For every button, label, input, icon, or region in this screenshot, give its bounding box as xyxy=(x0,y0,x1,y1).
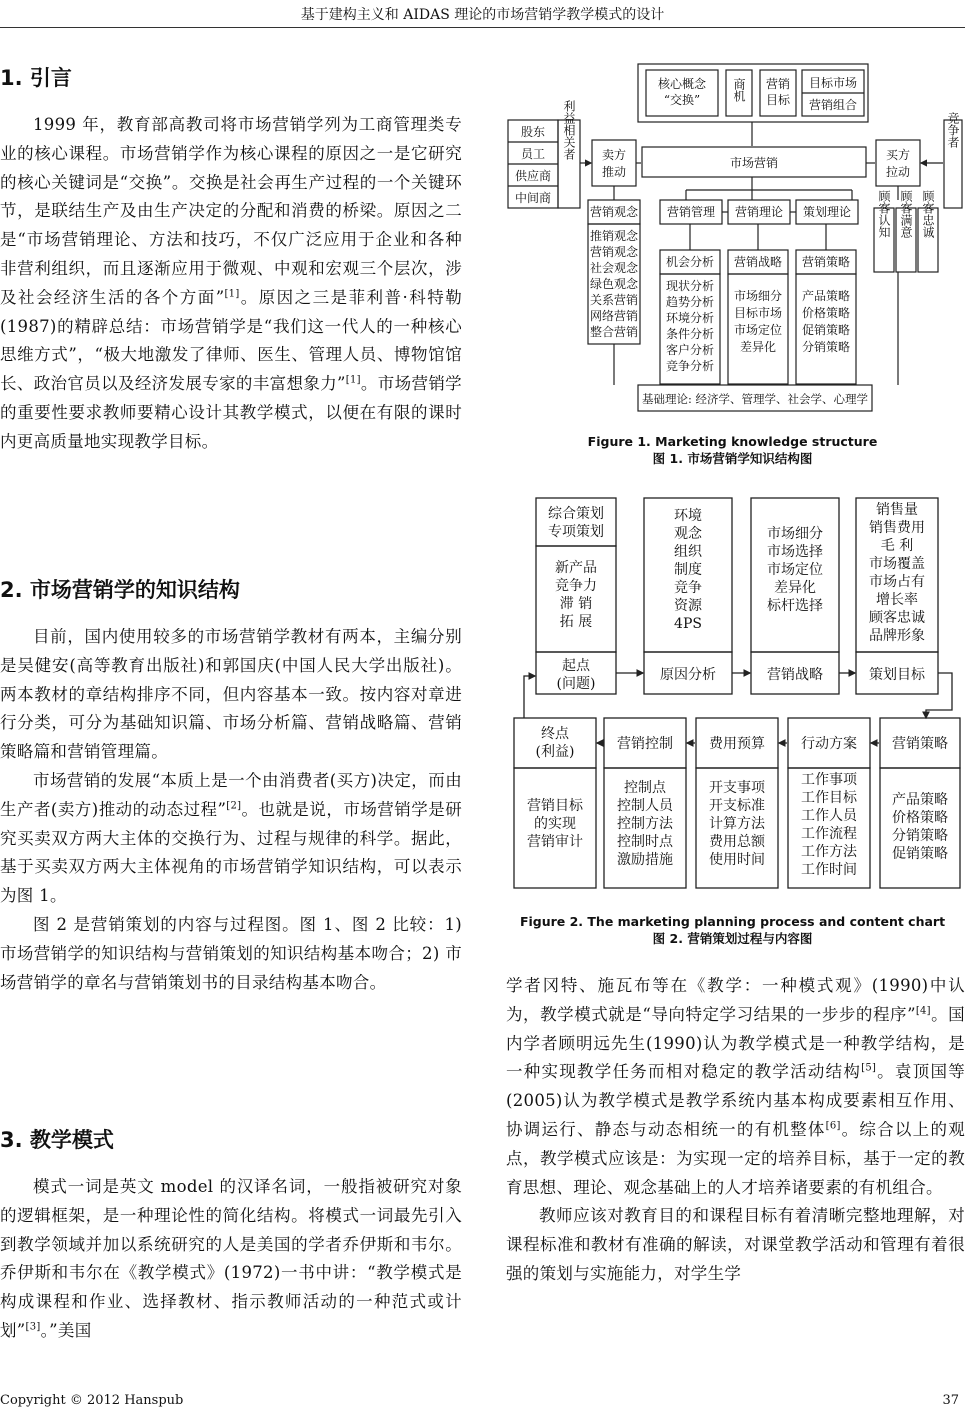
paragraph-comparison: 图 2 是营销策划的内容与过程图。图 1、图 2 比较：1) 市场营销学的知识结构与营销策划的知识结构基本吻合；2) 市场营销学的章名与营销策划书的目录结构基本吻合。 xyxy=(0,914,462,992)
paragraph-textbooks: 目前，国内使用较多的市场营销学教材有两本，主编分别是吴健安(高等教育出版社)和郭国庆(中国人民大学出版社)。两本教材的章结构排序不同，但内容基本一致。按内容对章进行分类，可分为基础知识篇、市场分析篇、营销战略篇、营销策略篇和营销管理篇。 xyxy=(0,627,462,762)
strategy-item: 差异化 xyxy=(739,340,777,354)
cause-item: 资源 xyxy=(674,598,702,614)
citation: [5] xyxy=(861,1062,877,1074)
citation: [4] xyxy=(915,1005,931,1017)
paragraph-teacher: 教师应该对教育目的和课程目标有着清晰完整地理解，对课程标准和教材有准确的解读，对课堂教学活动和管理有着很强的策划与实施能力，对学生学 xyxy=(506,1206,965,1283)
control-item: 控制人员 xyxy=(617,798,673,814)
seller-push-box xyxy=(592,140,636,186)
citation: [1] xyxy=(224,288,240,300)
planning-goal-label: 策划目标 xyxy=(869,667,925,683)
analysis-item: 竞争分析 xyxy=(665,359,715,373)
strategy-item: 市场选择 xyxy=(767,544,823,560)
cause-item: 组织 xyxy=(674,544,702,560)
marketing-mix-label: 营销组合 xyxy=(808,98,858,112)
employee-label: 员工 xyxy=(520,147,546,161)
concept-item: 社会观念 xyxy=(589,261,639,275)
planning-theory-label: 策划理论 xyxy=(802,205,852,219)
citation: [1] xyxy=(345,374,361,386)
goal-item: 市场覆盖 xyxy=(869,556,925,572)
strategy-item: 市场定位 xyxy=(767,562,823,578)
cause-item: 竞争 xyxy=(674,580,702,596)
analysis-item: 趋势分析 xyxy=(665,295,715,309)
budget-item: 使用时间 xyxy=(709,852,765,868)
section-heading-knowledge: 2. 市场营销学的知识结构 xyxy=(0,578,240,602)
goal-item: 品牌形象 xyxy=(869,628,925,644)
concept-item: 关系营销 xyxy=(589,293,639,307)
buyer-label: 买方 xyxy=(885,148,911,162)
goal-item: 销售量 xyxy=(876,502,918,518)
analysis-item: 条件分析 xyxy=(665,327,715,341)
running-header: 基于建构主义和 AIDAS 理论的市场营销学教学模式的设计 xyxy=(300,7,665,23)
goal-item: 顾客忠诚 xyxy=(869,610,925,626)
customer-loyalty-label: 顾客忠诚 xyxy=(921,190,935,238)
problem-item: 拓 展 xyxy=(559,614,593,630)
concept-item: 营销观念 xyxy=(589,245,639,259)
analysis-item: 客户分析 xyxy=(665,343,715,357)
analysis-item: 现状分析 xyxy=(665,279,715,293)
figure-2-diagram xyxy=(506,492,965,902)
citation: [6] xyxy=(825,1120,841,1132)
push-label: 推动 xyxy=(601,165,627,179)
supplier-label: 供应商 xyxy=(514,169,552,183)
shareholder-label: 股东 xyxy=(520,125,546,139)
opportunity-label: 商机 xyxy=(732,78,746,102)
control-item: 控制点 xyxy=(624,780,666,796)
concept-item: 推销观念 xyxy=(589,229,639,243)
cause-analysis-label: 原因分析 xyxy=(660,667,716,683)
pull-label: 拉动 xyxy=(885,165,911,179)
figure-2-caption-en: Figure 2. The marketing planning process and content chart xyxy=(519,914,946,929)
goal-item: 销售费用 xyxy=(869,520,925,536)
paragraph-development-b: 。也就是说，市场营销学是研究买卖双方两大主体的交换行为、过程与规律的科学。据此，基于买卖双方两大主体视角的市场营销学知识结构，可以表示为图 1。 xyxy=(0,799,462,906)
budget-item: 开支事项 xyxy=(709,780,765,796)
intermediary-label: 中间商 xyxy=(514,191,552,205)
core-concept-quote: “交换” xyxy=(663,93,701,107)
paragraph-model-b: 。”美国 xyxy=(40,1320,92,1340)
budget-label: 费用预算 xyxy=(709,736,765,752)
action-item: 工作目标 xyxy=(801,790,857,806)
theory-label: 营销理论 xyxy=(734,205,784,219)
goal-item: 市场占有 xyxy=(869,574,925,590)
seller-label: 卖方 xyxy=(601,148,627,162)
action-item: 工作时间 xyxy=(801,862,857,878)
tactics-item: 产品策略 xyxy=(892,792,948,808)
end-point-sub: (利益) xyxy=(535,744,575,760)
problem-item: 竞争力 xyxy=(555,578,597,594)
cause-item: 制度 xyxy=(674,562,702,578)
goal-item: 毛 利 xyxy=(880,538,914,554)
end-item: 的实现 xyxy=(534,816,576,832)
buyer-pull-box xyxy=(876,140,920,186)
competitor-label: 竞争者 xyxy=(946,112,960,148)
figure-1-caption xyxy=(500,433,965,467)
figure-2-caption-zh: 图 2. 营销策划过程与内容图 xyxy=(652,931,813,946)
paragraph-definitions-a: 学者冈特、施瓦布等在《教学：一种模式观》(1990)中认为，教学模式就是“导向特定学习结果的一步步的程序” xyxy=(506,976,965,1024)
paragraph-definitions-c: 。袁顶国等(2005)认为教学模式是教学系统内基本构成要素相互作用、协调运行、静态与动态相统一的有机整体 xyxy=(506,1062,965,1139)
planning-type-line-2: 专项策划 xyxy=(548,524,604,540)
control-item: 控制时点 xyxy=(617,834,673,850)
citation: [2] xyxy=(226,800,242,812)
marketing-label: 市场营销 xyxy=(729,156,779,170)
tactics-item: 分销策略 xyxy=(801,340,851,354)
tactics-item: 分销策略 xyxy=(892,828,948,844)
customer-cognition-label: 顾客认知 xyxy=(877,190,891,238)
right-column xyxy=(506,972,965,1289)
target-market-label: 目标市场 xyxy=(808,76,858,90)
problem-item: 滞 销 xyxy=(559,596,593,612)
end-point-label: 终点 xyxy=(541,726,569,742)
tactics-item: 促销策略 xyxy=(801,323,851,337)
paragraph-development-a: 市场营销的发展“本质上是一个由消费者(买方)决定，而由生产者(卖方)推动的动态过程” xyxy=(0,770,462,819)
budget-item: 费用总额 xyxy=(709,834,765,850)
strategy-item: 目标市场 xyxy=(733,306,783,320)
intro-text-a: 1999 年，教育部高教司将市场营销学列为工商管理类专业的核心课程。市场营销学作为核心课程的原因之一是它研究的核心关键词是“交换”。交换是社会再生产过程的一个关键环节，是联结生产及由生产决定的分配和消费的桥梁。原因之二是“市场营销理论、方法和技巧，不仅广泛应用于企业和各种非营利组织，而且逐渐应用于微观、中观和宏观三个层次，涉及社会经济生活的各个方面” xyxy=(0,115,462,307)
cause-item: 观念 xyxy=(674,526,702,542)
paragraph-model-a: 模式一词是英文 model 的汉译名词，一般指被研究对象的逻辑框架，是一种理论性的简化结构。将模式一词最先引入到教学领域并加以系统研究的人是美国的学者乔伊斯和韦尔。乔伊斯和韦尔在《教学模式》(1972)一书中讲：“教学模式是构成课程和作业、选择教材、指示教师活动的一种范式或计划” xyxy=(0,1177,462,1340)
stakeholders-label: 利益相关者 xyxy=(562,100,576,160)
budget-item: 开支标准 xyxy=(709,798,765,814)
strategy-label: 营销战略 xyxy=(767,667,823,683)
strategy-item: 市场细分 xyxy=(767,526,823,542)
intro-text-b: 。原因之三是菲利普·科特勒(1987)的精辟总结：市场营销学是“我们这一代人的一种核心思维方式”，“极大地激发了律师、医生、管理人员、博物馆馆长、政治官员以及经济发展专家的丰富想象力” xyxy=(0,287,462,394)
analysis-item: 环境分析 xyxy=(665,311,715,325)
tactics-item: 价格策略 xyxy=(801,306,851,320)
tactics-label: 营销策略 xyxy=(892,736,948,752)
end-item: 营销目标 xyxy=(527,798,583,814)
customer-satisfaction-label: 顾客满意 xyxy=(899,190,913,238)
concept-header-label: 营销观念 xyxy=(589,205,639,219)
section-heading-teaching-mode: 3. 教学模式 xyxy=(0,1128,114,1152)
management-label: 营销管理 xyxy=(666,205,716,219)
budget-item: 计算方法 xyxy=(709,816,765,832)
tactics-item: 产品策略 xyxy=(801,289,851,303)
strategy-item: 市场定位 xyxy=(733,323,783,337)
concept-item: 绿色观念 xyxy=(589,277,639,291)
knowledge-paragraphs xyxy=(0,623,462,997)
intro-text-c: 。市场营销学的重要性要求教师要精心设计其教学模式，以便在有限的课时内更高质量地实现教学目标。 xyxy=(0,374,462,451)
tactics-item: 促销策略 xyxy=(892,846,948,862)
foundation-theory-label: 基础理论: 经济学、管理学、社会学、心理学 xyxy=(641,392,869,406)
marketing-goal-label-1: 营销 xyxy=(765,77,791,91)
strategy-item: 标杆选择 xyxy=(767,598,823,614)
control-label: 营销控制 xyxy=(617,736,673,752)
opportunity-analysis-label: 机会分析 xyxy=(665,255,715,269)
figure-1-caption-zh: 图 1. 市场营销学知识结构图 xyxy=(652,451,813,466)
action-item: 工作人员 xyxy=(801,808,857,824)
citation: [3] xyxy=(25,1321,41,1333)
figure-1-diagram xyxy=(500,60,965,420)
concept-item: 网络营销 xyxy=(589,309,639,323)
concept-item: 整合营销 xyxy=(589,325,639,339)
action-item: 工作方法 xyxy=(801,844,857,860)
strategy-label: 营销战略 xyxy=(733,255,783,269)
header-rule xyxy=(0,27,965,28)
figure-2-caption xyxy=(500,913,965,947)
control-item: 激励措施 xyxy=(617,852,673,868)
page-number: 37 xyxy=(942,1393,959,1408)
teaching-mode-paragraph xyxy=(0,1173,462,1346)
paragraph-definitions-d: 。综合以上的观点，教学模式应该是：为实现一定的培养目标，基于一定的教育思想、理论、观念基础上的人才培养诸要素的有机组合。 xyxy=(506,1119,965,1197)
action-plan-label: 行动方案 xyxy=(801,736,857,752)
strategy-item: 差异化 xyxy=(774,580,816,596)
paragraph-definitions-b: 。国内学者顾明远先生(1990)认为教学模式是一种教学结构，是一种实现教学任务而相对稳定的教学活动结构 xyxy=(506,1004,965,1082)
section-heading-intro: 1. 引言 xyxy=(0,66,72,90)
copyright: Copyright © 2012 Hanspub xyxy=(0,1393,184,1408)
marketing-goal-label-2: 目标 xyxy=(765,93,791,107)
figure-1-caption-en: Figure 1. Marketing knowledge structure xyxy=(587,434,878,449)
start-point-label: 起点 xyxy=(562,658,590,674)
goal-item: 增长率 xyxy=(876,592,918,608)
tactics-item: 价格策略 xyxy=(892,810,948,826)
cause-item: 4PS xyxy=(674,616,702,632)
problem-item: 新产品 xyxy=(555,560,597,576)
action-item: 工作流程 xyxy=(801,826,857,842)
core-concept-label: 核心概念 xyxy=(657,77,707,91)
intro-paragraph xyxy=(0,111,462,457)
action-item: 工作事项 xyxy=(801,772,857,788)
control-item: 控制方法 xyxy=(617,816,673,832)
cause-item: 环境 xyxy=(674,508,702,524)
tactics-label: 营销策略 xyxy=(801,255,851,269)
start-point-sub: (问题) xyxy=(556,676,596,692)
end-item: 营销审计 xyxy=(527,834,583,850)
planning-type-line-1: 综合策划 xyxy=(548,506,604,522)
strategy-item: 市场细分 xyxy=(733,289,783,303)
